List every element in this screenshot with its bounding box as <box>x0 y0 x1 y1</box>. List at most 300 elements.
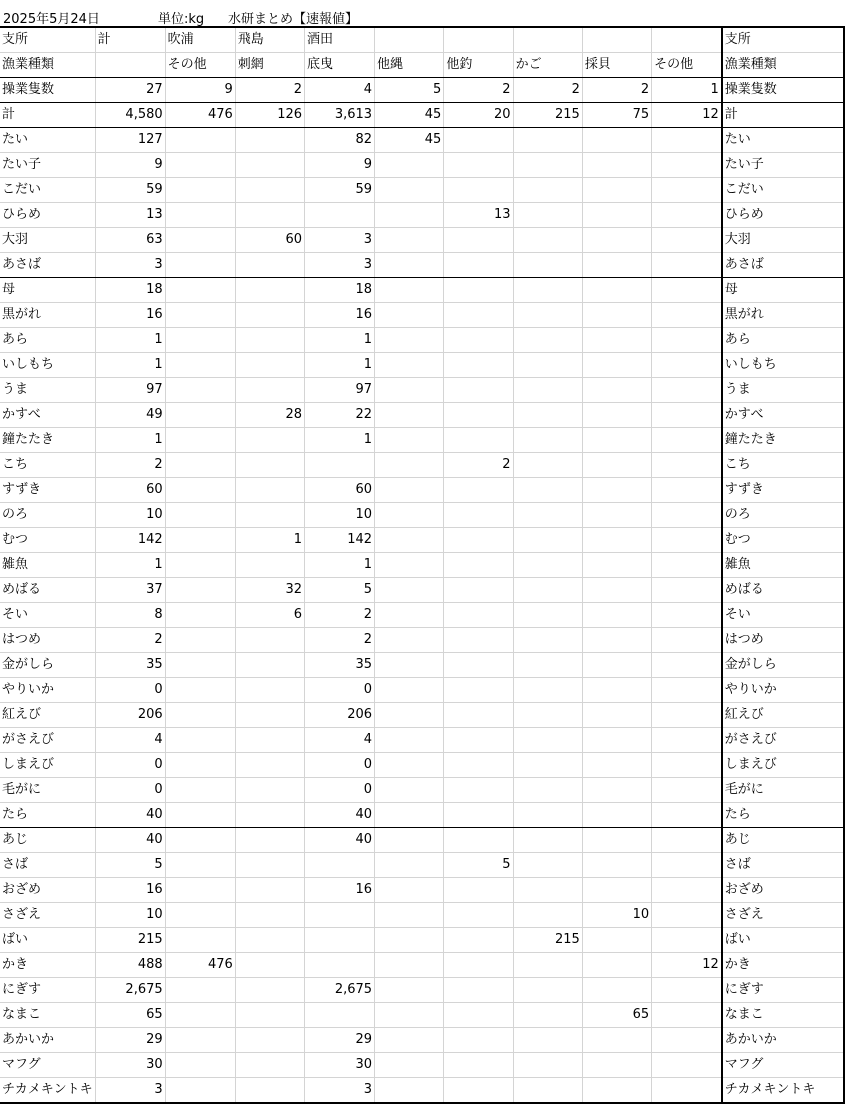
catch-value-cell[interactable] <box>444 178 513 203</box>
species-name[interactable]: チカメキントキ <box>0 1078 95 1104</box>
species-name[interactable]: おざめ <box>0 878 95 903</box>
catch-value-cell[interactable]: 0 <box>305 678 375 703</box>
catch-value-cell[interactable] <box>582 1028 651 1053</box>
fishing-type-cell[interactable]: かご <box>513 53 582 78</box>
catch-value-cell[interactable]: 18 <box>305 278 375 303</box>
catch-value-cell[interactable] <box>235 178 304 203</box>
catch-value-cell[interactable] <box>444 878 513 903</box>
catch-value-cell[interactable] <box>444 728 513 753</box>
catch-value-cell[interactable]: 3 <box>305 1078 375 1104</box>
catch-value-cell[interactable]: 29 <box>305 1028 375 1053</box>
species-name-right[interactable]: ひらめ <box>722 203 844 228</box>
catch-value-cell[interactable]: 29 <box>95 1028 165 1053</box>
catch-value-cell[interactable] <box>235 1028 304 1053</box>
catch-value-cell[interactable] <box>582 778 651 803</box>
catch-value-cell[interactable] <box>652 1078 722 1104</box>
catch-value-cell[interactable]: 5 <box>95 853 165 878</box>
species-name-right[interactable]: やりいか <box>722 678 844 703</box>
species-name-right[interactable]: すずき <box>722 478 844 503</box>
branch-cell[interactable]: 酒田 <box>305 27 375 53</box>
catch-value-cell[interactable] <box>513 1053 582 1078</box>
catch-value-cell[interactable] <box>305 453 375 478</box>
catch-value-cell[interactable]: 4 <box>305 728 375 753</box>
species-name-right[interactable]: 黒がれ <box>722 303 844 328</box>
catch-value-cell[interactable] <box>235 478 304 503</box>
vessel-count-cell[interactable]: 27 <box>95 78 165 103</box>
catch-value-cell[interactable]: 2,675 <box>95 978 165 1003</box>
vessel-count-cell[interactable]: 4 <box>305 78 375 103</box>
catch-value-cell[interactable]: 97 <box>95 378 165 403</box>
catch-value-cell[interactable] <box>165 678 235 703</box>
branch-cell[interactable]: 吹浦 <box>165 27 235 53</box>
catch-value-cell[interactable]: 28 <box>235 403 304 428</box>
species-name-right[interactable]: 雑魚 <box>722 553 844 578</box>
catch-value-cell[interactable] <box>513 678 582 703</box>
species-name[interactable]: 大羽 <box>0 228 95 253</box>
branch-cell[interactable]: 計 <box>95 27 165 53</box>
catch-value-cell[interactable] <box>444 803 513 828</box>
species-name-right[interactable]: にぎす <box>722 978 844 1003</box>
vessel-count-cell[interactable]: 5 <box>375 78 444 103</box>
species-name[interactable]: 金がしら <box>0 653 95 678</box>
catch-value-cell[interactable]: 5 <box>305 578 375 603</box>
catch-value-cell[interactable] <box>582 553 651 578</box>
branch-cell[interactable]: 飛島 <box>235 27 304 53</box>
catch-value-cell[interactable] <box>305 928 375 953</box>
catch-value-cell[interactable]: 10 <box>95 503 165 528</box>
catch-value-cell[interactable]: 127 <box>95 128 165 153</box>
catch-value-cell[interactable] <box>235 303 304 328</box>
species-name[interactable]: こだい <box>0 178 95 203</box>
species-name[interactable]: たら <box>0 803 95 828</box>
species-name-right[interactable]: チカメキントキ <box>722 1078 844 1104</box>
catch-value-cell[interactable] <box>513 1003 582 1028</box>
catch-value-cell[interactable] <box>235 1078 304 1104</box>
total-cell[interactable]: 75 <box>582 103 651 128</box>
fishing-type-cell[interactable]: 漁業種類 <box>0 53 95 78</box>
fishing-type-cell[interactable]: 他縄 <box>375 53 444 78</box>
catch-value-cell[interactable] <box>652 778 722 803</box>
catch-value-cell[interactable] <box>652 1003 722 1028</box>
catch-value-cell[interactable] <box>513 703 582 728</box>
catch-value-cell[interactable] <box>582 653 651 678</box>
catch-value-cell[interactable] <box>513 478 582 503</box>
species-name-right[interactable]: こち <box>722 453 844 478</box>
catch-value-cell[interactable] <box>582 728 651 753</box>
fishing-type-cell[interactable]: その他 <box>652 53 722 78</box>
species-name[interactable]: マフグ <box>0 1053 95 1078</box>
catch-value-cell[interactable]: 1 <box>95 553 165 578</box>
catch-value-cell[interactable] <box>582 978 651 1003</box>
species-name-right[interactable]: 金がしら <box>722 653 844 678</box>
species-name-right[interactable]: さば <box>722 853 844 878</box>
catch-value-cell[interactable] <box>444 378 513 403</box>
catch-value-cell[interactable] <box>235 353 304 378</box>
catch-value-cell[interactable] <box>235 1053 304 1078</box>
catch-value-cell[interactable] <box>235 278 304 303</box>
catch-value-cell[interactable]: 4 <box>95 728 165 753</box>
catch-value-cell[interactable]: 0 <box>305 753 375 778</box>
catch-value-cell[interactable] <box>235 928 304 953</box>
species-name-right[interactable]: 鐘たたき <box>722 428 844 453</box>
catch-value-cell[interactable] <box>652 978 722 1003</box>
species-name-right[interactable]: いしもち <box>722 353 844 378</box>
catch-value-cell[interactable] <box>305 1003 375 1028</box>
catch-value-cell[interactable]: 476 <box>165 953 235 978</box>
catch-value-cell[interactable] <box>582 878 651 903</box>
catch-value-cell[interactable] <box>444 978 513 1003</box>
catch-value-cell[interactable] <box>165 653 235 678</box>
catch-value-cell[interactable]: 1 <box>305 428 375 453</box>
catch-value-cell[interactable] <box>235 953 304 978</box>
catch-value-cell[interactable] <box>235 878 304 903</box>
catch-value-cell[interactable] <box>165 253 235 278</box>
catch-value-cell[interactable] <box>582 753 651 778</box>
catch-value-cell[interactable]: 35 <box>95 653 165 678</box>
catch-value-cell[interactable] <box>305 853 375 878</box>
catch-value-cell[interactable]: 16 <box>95 878 165 903</box>
catch-value-cell[interactable]: 65 <box>95 1003 165 1028</box>
species-name-right[interactable]: ばい <box>722 928 844 953</box>
catch-value-cell[interactable] <box>165 978 235 1003</box>
catch-value-cell[interactable] <box>444 1003 513 1028</box>
species-name[interactable]: たい <box>0 128 95 153</box>
total-cell[interactable]: 4,580 <box>95 103 165 128</box>
catch-value-cell[interactable]: 16 <box>305 303 375 328</box>
total-cell[interactable]: 3,613 <box>305 103 375 128</box>
catch-value-cell[interactable]: 10 <box>582 903 651 928</box>
catch-value-cell[interactable] <box>513 803 582 828</box>
species-name-right[interactable]: そい <box>722 603 844 628</box>
species-name-right[interactable]: なまこ <box>722 1003 844 1028</box>
catch-value-cell[interactable]: 35 <box>305 653 375 678</box>
catch-value-cell[interactable]: 0 <box>305 778 375 803</box>
species-name-right[interactable]: おざめ <box>722 878 844 903</box>
catch-value-cell[interactable] <box>165 328 235 353</box>
catch-value-cell[interactable]: 16 <box>95 303 165 328</box>
catch-value-cell[interactable] <box>513 853 582 878</box>
row-label[interactable]: 操業隻数 <box>0 78 95 103</box>
catch-value-cell[interactable] <box>235 328 304 353</box>
catch-value-cell[interactable] <box>375 703 444 728</box>
species-name[interactable]: あら <box>0 328 95 353</box>
row-label-right[interactable]: 操業隻数 <box>722 78 844 103</box>
catch-value-cell[interactable]: 1 <box>95 328 165 353</box>
catch-value-cell[interactable] <box>375 678 444 703</box>
catch-value-cell[interactable] <box>513 953 582 978</box>
species-name[interactable]: 黒がれ <box>0 303 95 328</box>
catch-value-cell[interactable]: 488 <box>95 953 165 978</box>
catch-value-cell[interactable] <box>513 328 582 353</box>
species-name-right[interactable]: むつ <box>722 528 844 553</box>
catch-value-cell[interactable] <box>165 1028 235 1053</box>
catch-value-cell[interactable]: 40 <box>95 803 165 828</box>
species-name-right[interactable]: マフグ <box>722 1053 844 1078</box>
catch-value-cell[interactable] <box>513 128 582 153</box>
catch-value-cell[interactable] <box>652 578 722 603</box>
total-cell[interactable]: 20 <box>444 103 513 128</box>
species-name[interactable]: なまこ <box>0 1003 95 1028</box>
species-name[interactable]: 紅えび <box>0 703 95 728</box>
catch-value-cell[interactable]: 2 <box>305 628 375 653</box>
catch-value-cell[interactable]: 10 <box>305 503 375 528</box>
fishing-type-cell[interactable]: 漁業種類 <box>722 53 844 78</box>
catch-value-cell[interactable] <box>444 353 513 378</box>
catch-value-cell[interactable] <box>513 1028 582 1053</box>
catch-value-cell[interactable]: 10 <box>95 903 165 928</box>
catch-value-cell[interactable] <box>165 528 235 553</box>
catch-value-cell[interactable]: 12 <box>652 953 722 978</box>
catch-value-cell[interactable] <box>513 628 582 653</box>
catch-value-cell[interactable] <box>375 528 444 553</box>
catch-value-cell[interactable] <box>582 228 651 253</box>
catch-value-cell[interactable]: 1 <box>95 428 165 453</box>
catch-value-cell[interactable] <box>375 478 444 503</box>
branch-cell[interactable]: 支所 <box>722 27 844 53</box>
catch-value-cell[interactable]: 3 <box>95 1078 165 1104</box>
catch-value-cell[interactable]: 13 <box>95 203 165 228</box>
catch-value-cell[interactable] <box>513 353 582 378</box>
catch-value-cell[interactable] <box>444 228 513 253</box>
catch-value-cell[interactable] <box>652 878 722 903</box>
catch-value-cell[interactable] <box>235 653 304 678</box>
species-name-right[interactable]: めばる <box>722 578 844 603</box>
vessel-count-cell[interactable]: 2 <box>444 78 513 103</box>
catch-value-cell[interactable] <box>513 903 582 928</box>
catch-value-cell[interactable] <box>652 603 722 628</box>
catch-value-cell[interactable] <box>235 978 304 1003</box>
catch-value-cell[interactable]: 206 <box>95 703 165 728</box>
catch-value-cell[interactable]: 0 <box>95 778 165 803</box>
species-name[interactable]: はつめ <box>0 628 95 653</box>
branch-cell[interactable] <box>652 27 722 53</box>
catch-value-cell[interactable] <box>165 228 235 253</box>
species-name[interactable]: うま <box>0 378 95 403</box>
species-name-right[interactable]: あら <box>722 328 844 353</box>
catch-value-cell[interactable] <box>513 178 582 203</box>
catch-value-cell[interactable]: 2 <box>305 603 375 628</box>
catch-value-cell[interactable] <box>444 753 513 778</box>
catch-value-cell[interactable] <box>513 428 582 453</box>
catch-value-cell[interactable] <box>305 203 375 228</box>
vessel-count-cell[interactable]: 2 <box>235 78 304 103</box>
catch-value-cell[interactable] <box>235 428 304 453</box>
vessel-count-cell[interactable]: 9 <box>165 78 235 103</box>
catch-value-cell[interactable] <box>513 828 582 853</box>
catch-value-cell[interactable] <box>165 1078 235 1104</box>
catch-value-cell[interactable]: 37 <box>95 578 165 603</box>
species-name[interactable]: しまえび <box>0 753 95 778</box>
catch-value-cell[interactable] <box>444 953 513 978</box>
catch-value-cell[interactable] <box>444 828 513 853</box>
catch-value-cell[interactable] <box>165 278 235 303</box>
catch-value-cell[interactable] <box>652 678 722 703</box>
catch-value-cell[interactable] <box>444 278 513 303</box>
catch-value-cell[interactable]: 40 <box>305 803 375 828</box>
catch-value-cell[interactable] <box>165 553 235 578</box>
species-name-right[interactable]: はつめ <box>722 628 844 653</box>
branch-cell[interactable] <box>375 27 444 53</box>
catch-value-cell[interactable] <box>375 378 444 403</box>
fishing-type-cell[interactable]: 他釣 <box>444 53 513 78</box>
catch-value-cell[interactable]: 2,675 <box>305 978 375 1003</box>
species-name[interactable]: ひらめ <box>0 203 95 228</box>
species-name[interactable]: さば <box>0 853 95 878</box>
catch-value-cell[interactable] <box>375 653 444 678</box>
catch-value-cell[interactable] <box>652 528 722 553</box>
catch-value-cell[interactable] <box>165 828 235 853</box>
species-name-right[interactable]: 大羽 <box>722 228 844 253</box>
catch-value-cell[interactable] <box>444 503 513 528</box>
catch-value-cell[interactable]: 63 <box>95 228 165 253</box>
catch-value-cell[interactable] <box>444 703 513 728</box>
catch-value-cell[interactable] <box>165 128 235 153</box>
catch-value-cell[interactable] <box>513 553 582 578</box>
catch-value-cell[interactable] <box>582 303 651 328</box>
species-name[interactable]: ばい <box>0 928 95 953</box>
catch-value-cell[interactable] <box>235 803 304 828</box>
catch-value-cell[interactable]: 1 <box>305 353 375 378</box>
catch-value-cell[interactable] <box>652 203 722 228</box>
catch-value-cell[interactable] <box>375 253 444 278</box>
catch-value-cell[interactable] <box>444 1028 513 1053</box>
row-label[interactable]: 計 <box>0 103 95 128</box>
catch-value-cell[interactable] <box>513 253 582 278</box>
catch-value-cell[interactable] <box>235 703 304 728</box>
catch-value-cell[interactable] <box>652 628 722 653</box>
catch-value-cell[interactable] <box>305 903 375 928</box>
catch-value-cell[interactable] <box>652 153 722 178</box>
catch-value-cell[interactable] <box>513 403 582 428</box>
catch-value-cell[interactable] <box>582 253 651 278</box>
catch-value-cell[interactable] <box>652 903 722 928</box>
catch-value-cell[interactable] <box>444 603 513 628</box>
species-name[interactable]: あじ <box>0 828 95 853</box>
species-name[interactable]: めばる <box>0 578 95 603</box>
catch-value-cell[interactable]: 0 <box>95 678 165 703</box>
catch-value-cell[interactable] <box>375 203 444 228</box>
species-name[interactable]: やりいか <box>0 678 95 703</box>
catch-value-cell[interactable] <box>582 678 651 703</box>
catch-value-cell[interactable]: 60 <box>95 478 165 503</box>
catch-value-cell[interactable] <box>582 528 651 553</box>
catch-value-cell[interactable] <box>582 503 651 528</box>
catch-value-cell[interactable] <box>582 278 651 303</box>
catch-value-cell[interactable] <box>513 653 582 678</box>
catch-value-cell[interactable] <box>165 703 235 728</box>
catch-value-cell[interactable] <box>652 853 722 878</box>
species-name[interactable]: 母 <box>0 278 95 303</box>
species-name-right[interactable]: かすべ <box>722 403 844 428</box>
catch-value-cell[interactable] <box>652 353 722 378</box>
species-name-right[interactable]: のろ <box>722 503 844 528</box>
fishing-type-cell[interactable]: 底曳 <box>305 53 375 78</box>
catch-value-cell[interactable]: 13 <box>444 203 513 228</box>
catch-value-cell[interactable] <box>513 728 582 753</box>
catch-value-cell[interactable] <box>513 503 582 528</box>
catch-value-cell[interactable] <box>444 578 513 603</box>
catch-value-cell[interactable] <box>375 303 444 328</box>
catch-value-cell[interactable]: 18 <box>95 278 165 303</box>
catch-value-cell[interactable]: 3 <box>305 253 375 278</box>
catch-value-cell[interactable] <box>513 753 582 778</box>
catch-value-cell[interactable]: 45 <box>375 128 444 153</box>
catch-value-cell[interactable] <box>235 253 304 278</box>
total-cell[interactable]: 126 <box>235 103 304 128</box>
catch-value-cell[interactable] <box>375 353 444 378</box>
catch-value-cell[interactable] <box>513 778 582 803</box>
catch-value-cell[interactable] <box>652 228 722 253</box>
catch-value-cell[interactable] <box>444 628 513 653</box>
catch-value-cell[interactable] <box>235 628 304 653</box>
species-name-right[interactable]: うま <box>722 378 844 403</box>
catch-value-cell[interactable] <box>444 903 513 928</box>
catch-value-cell[interactable]: 22 <box>305 403 375 428</box>
species-name-right[interactable]: 母 <box>722 278 844 303</box>
catch-value-cell[interactable] <box>513 528 582 553</box>
catch-value-cell[interactable] <box>582 403 651 428</box>
catch-value-cell[interactable] <box>444 303 513 328</box>
catch-value-cell[interactable] <box>444 478 513 503</box>
species-name-right[interactable]: こだい <box>722 178 844 203</box>
catch-value-cell[interactable] <box>582 328 651 353</box>
species-name-right[interactable]: あじ <box>722 828 844 853</box>
branch-cell[interactable] <box>582 27 651 53</box>
catch-value-cell[interactable] <box>165 778 235 803</box>
species-name[interactable]: たい子 <box>0 153 95 178</box>
catch-value-cell[interactable] <box>165 353 235 378</box>
catch-value-cell[interactable] <box>235 153 304 178</box>
total-cell[interactable]: 45 <box>375 103 444 128</box>
catch-value-cell[interactable]: 142 <box>305 528 375 553</box>
catch-value-cell[interactable]: 65 <box>582 1003 651 1028</box>
catch-value-cell[interactable] <box>652 503 722 528</box>
catch-value-cell[interactable] <box>375 178 444 203</box>
catch-value-cell[interactable] <box>582 853 651 878</box>
catch-value-cell[interactable] <box>444 1053 513 1078</box>
catch-value-cell[interactable]: 49 <box>95 403 165 428</box>
catch-value-cell[interactable] <box>375 828 444 853</box>
catch-value-cell[interactable] <box>444 778 513 803</box>
catch-value-cell[interactable] <box>582 578 651 603</box>
fishing-type-cell[interactable]: その他 <box>165 53 235 78</box>
catch-value-cell[interactable] <box>165 753 235 778</box>
catch-value-cell[interactable] <box>375 753 444 778</box>
catch-value-cell[interactable] <box>165 428 235 453</box>
catch-value-cell[interactable]: 206 <box>305 703 375 728</box>
catch-value-cell[interactable] <box>165 628 235 653</box>
catch-value-cell[interactable] <box>165 178 235 203</box>
species-name-right[interactable]: しまえび <box>722 753 844 778</box>
catch-value-cell[interactable] <box>582 953 651 978</box>
catch-value-cell[interactable] <box>652 928 722 953</box>
catch-value-cell[interactable] <box>375 503 444 528</box>
catch-value-cell[interactable] <box>235 753 304 778</box>
catch-value-cell[interactable] <box>652 178 722 203</box>
fishing-type-cell[interactable] <box>95 53 165 78</box>
catch-value-cell[interactable] <box>375 778 444 803</box>
catch-value-cell[interactable] <box>375 928 444 953</box>
catch-value-cell[interactable] <box>375 403 444 428</box>
species-name-right[interactable]: たい <box>722 128 844 153</box>
catch-value-cell[interactable] <box>165 728 235 753</box>
catch-value-cell[interactable] <box>165 1003 235 1028</box>
catch-value-cell[interactable] <box>513 1078 582 1104</box>
catch-value-cell[interactable] <box>513 603 582 628</box>
catch-value-cell[interactable]: 32 <box>235 578 304 603</box>
catch-value-cell[interactable] <box>375 1078 444 1104</box>
catch-value-cell[interactable] <box>513 153 582 178</box>
